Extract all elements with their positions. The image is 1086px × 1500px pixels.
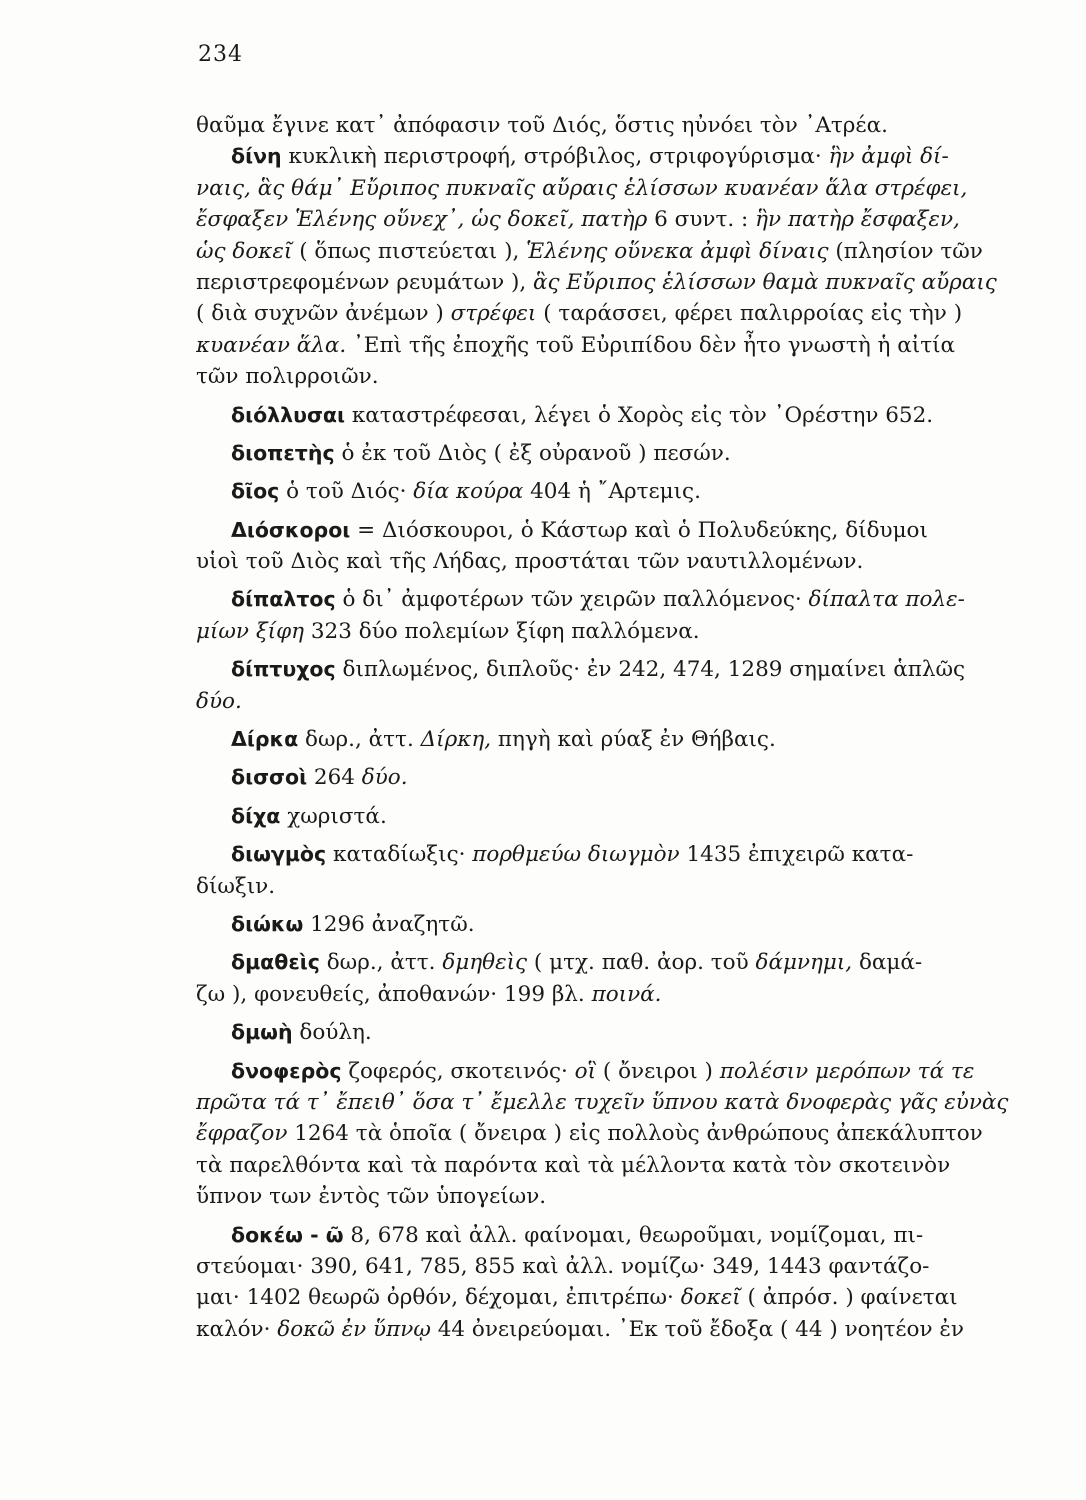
quotation: ναις, ἃς θάμ᾽ Εὔριπος πυκναῖς αὔραις ἑλίσσων κυανέαν ἅλα στρέφει,	[196, 175, 968, 201]
text-line	[196, 1314, 1018, 1345]
text-segment: ὕπνον των ἐντὸς τῶν ὑπογείων.	[196, 1184, 547, 1210]
text-line	[196, 1251, 1018, 1282]
text-segment: 323 δύο πολεμίων ξίφη παλλόμενα.	[304, 618, 700, 644]
quotation: δία κούρα	[413, 479, 524, 505]
text-segment: τῶν πολιρροιῶν.	[196, 364, 379, 390]
text-line	[196, 1056, 1018, 1087]
quotation: ἃς Εὔριπος ἑλίσσων θαμὰ πυκναῖς αὔραις	[533, 269, 997, 295]
text-segment: δωρ., ἀττ.	[319, 950, 443, 976]
text-segment: ὁ δι᾽ ἀμφοτέρων τῶν χειρῶν παλλόμενος·	[335, 587, 809, 613]
text-line	[196, 801, 1018, 832]
text-line	[196, 267, 1018, 298]
headword: διωγμὸς	[231, 842, 327, 867]
text-line	[196, 979, 1018, 1010]
text-segment: στεύομαι· 390, 641, 785, 855 καὶ ἀλλ. νομίζω· 349, 1443 φαντάζο-	[196, 1253, 930, 1279]
text-segment: ὁ ἐκ τοῦ Διὸς ( ἐξ οὐρανοῦ ) πεσών.	[334, 440, 731, 466]
quotation: δίπαλτα πολε-	[808, 587, 965, 613]
quotation: κυανέαν ἅλα.	[196, 332, 347, 358]
text-segment: 1435 ἐπιχειρῶ κατα-	[679, 842, 914, 868]
quotation: δάμνημι,	[755, 950, 853, 976]
dictionary-text	[196, 110, 1018, 1345]
text-line	[196, 438, 1018, 469]
text-line	[196, 947, 1018, 978]
text-line	[196, 173, 1018, 204]
quotation: Δίρκη,	[420, 727, 492, 753]
quotation: οἳ	[574, 1058, 597, 1084]
headword: δίνη	[231, 144, 282, 169]
text-segment: 44 ὀνειρεύομαι. ᾽Εκ τοῦ ἔδοξα ( 44 ) νοητέον ἐν	[430, 1316, 964, 1342]
text-segment: ὁ τοῦ Διός·	[279, 479, 414, 505]
text-segment: ( διὰ συχνῶν ἀνέμων )	[196, 301, 451, 327]
quotation: ἔφραζον	[196, 1121, 288, 1147]
text-line	[196, 1087, 1018, 1118]
headword: δμωὴ	[231, 1020, 293, 1045]
headword: δίπτυχος	[231, 657, 336, 682]
text-segment: (πλησίον τῶν	[828, 238, 983, 264]
text-segment: 6 συντ. :	[647, 207, 756, 233]
text-line	[196, 724, 1018, 755]
quotation: δοκεῖ	[680, 1285, 741, 1311]
text-segment: διπλωμένος, διπλοῦς· ἐν 242, 474, 1289 σημαίνει ἁπλῶς	[335, 657, 966, 683]
quotation: δύο.	[196, 688, 242, 714]
text-line	[196, 400, 1018, 431]
quotation: δμηθεὶς	[442, 950, 528, 976]
text-line	[196, 616, 1018, 647]
quotation: δοκῶ ἐν ὕπνῳ	[277, 1316, 431, 1342]
text-segment: δίωξιν.	[196, 873, 276, 899]
text-line	[196, 546, 1018, 577]
text-segment: καλόν·	[196, 1316, 278, 1342]
headword: δῖος	[231, 479, 280, 504]
text-line	[196, 1220, 1018, 1251]
text-segment: ( μτχ. παθ. ἀορ. τοῦ	[527, 950, 756, 976]
headword: διώκω	[231, 911, 304, 936]
quotation: ὡς δοκεῖ	[196, 238, 293, 264]
quotation: Ἑλένης οὕνεκα ἀμφὶ δίναις	[526, 238, 829, 264]
text-segment: ( ταράσσει, φέρει παλιρροίας εἰς τὴν )	[536, 301, 963, 327]
text-segment: ( ὅπως πιστεύεται ),	[292, 238, 527, 264]
text-line	[196, 204, 1018, 235]
text-line	[196, 141, 1018, 172]
text-segment: ζοφερός, σκοτεινός·	[341, 1058, 575, 1084]
text-segment: 1296 ἀναζητῶ.	[303, 911, 475, 937]
quotation: δύο.	[361, 765, 408, 791]
quotation: ποινά.	[591, 981, 662, 1007]
quotation: ἔσφαξεν Ἑλένης οὕνεχ᾽, ὡς δοκεῖ, πατὴρ	[196, 207, 648, 233]
quotation: πορθμεύω διωγμὸν	[472, 842, 680, 868]
text-segment: ( ὄνειροι )	[596, 1058, 720, 1084]
text-segment: 404 ἡ ῎Αρτεμις.	[523, 479, 701, 505]
text-segment: ( ἀπρόσ. ) φαίνεται	[740, 1285, 958, 1311]
headword: Δίρκα	[231, 727, 299, 752]
text-line	[196, 515, 1018, 546]
text-segment: = Διόσκουροι, ὁ Κάστωρ καὶ ὁ Πολυδεύκης, δίδυμοι	[350, 517, 928, 543]
text-line	[196, 762, 1018, 793]
text-line	[196, 1181, 1018, 1212]
text-line	[196, 298, 1018, 329]
quotation: πολέσιν μερόπων τά τε	[719, 1058, 975, 1084]
text-line	[196, 1118, 1018, 1149]
text-segment: κυκλικὴ περιστροφή, στρόβιλος, στριφογύρισμα·	[281, 144, 829, 170]
text-segment: 8, 678 καὶ ἀλλ. φαίνομαι, θεωροῦμαι, νομίζομαι, πι-	[343, 1222, 924, 1248]
text-line	[196, 476, 1018, 507]
text-line	[196, 236, 1018, 267]
headword: δίχα	[231, 803, 281, 828]
text-segment: χωριστά.	[280, 803, 387, 829]
text-segment: πηγὴ καὶ ρύαξ ἐν Θήβαις.	[491, 727, 776, 753]
text-line	[196, 584, 1018, 615]
text-line	[196, 110, 1018, 141]
text-segment: καταστρέφεσαι, λέγει ὁ Χορὸς εἰς τὸν ᾽Ορέστην 652.	[344, 402, 934, 428]
text-segment: περιστρεφομένων ρευμάτων ),	[196, 269, 534, 295]
text-segment: υἱοὶ τοῦ Διὸς καὶ τῆς Λήδας, προστάται τῶν ναυτιλλομένων.	[196, 549, 864, 575]
headword: δίπαλτος	[231, 587, 336, 612]
quotation: ἣν πατὴρ ἔσφαξεν,	[755, 207, 960, 233]
page-number: 234	[198, 42, 243, 67]
text-segment: δούλη.	[292, 1020, 372, 1046]
headword: Διόσκοροι	[231, 517, 351, 542]
text-segment: 1264 τὰ ὁποῖα ( ὄνειρα ) εἰς πολλοὺς ἀνθρώπους ἀπεκάλυπτον	[287, 1121, 983, 1147]
text-line	[196, 1282, 1018, 1313]
headword: δοκέω - ῶ	[231, 1222, 344, 1247]
text-line	[196, 361, 1018, 392]
headword: διοπετὴς	[231, 440, 335, 465]
text-segment: ζω ), φονευθείς, ἀποθανών· 199 βλ.	[196, 981, 592, 1007]
text-segment: μαι· 1402 θεωρῶ ὀρθόν, δέχομαι, ἐπιτρέπω·	[196, 1285, 681, 1311]
headword: δισσοὶ	[231, 765, 308, 790]
text-line	[196, 909, 1018, 940]
text-line	[196, 330, 1018, 361]
text-segment: καταδίωξις·	[326, 842, 473, 868]
text-segment: τὰ παρελθόντα καὶ τὰ παρόντα καὶ τὰ μέλλοντα κατὰ τὸν σκοτεινὸν	[196, 1152, 951, 1178]
headword: διόλλυσαι	[231, 402, 345, 427]
text-line	[196, 654, 1018, 685]
quotation: μίων ξίφη	[196, 618, 305, 644]
text-segment: δωρ., ἀττ.	[298, 727, 421, 753]
text-segment: θαῦμα ἔγινε κατ᾽ ἀπόφασιν τοῦ Διός, ὅστις ηὐνόει τὸν ᾽Ατρέα.	[196, 113, 888, 138]
quotation: πρῶτα τά τ᾽ ἔπειθ᾽ ὅσα τ᾽ ἔμελλε τυχεῖν ὕπνου κατὰ δνοφερὰς γᾶς εὐνὰς	[196, 1089, 1009, 1115]
headword: δνοφερὸς	[231, 1058, 342, 1083]
text-line	[196, 1017, 1018, 1048]
text-line	[196, 871, 1018, 902]
quotation: ἣν ἀμφὶ δί-	[828, 144, 949, 170]
text-line	[196, 839, 1018, 870]
text-segment: 264	[307, 765, 362, 791]
quotation: στρέφει	[450, 301, 537, 327]
text-line	[196, 1150, 1018, 1181]
text-segment: ᾽Επὶ τῆς ἐποχῆς τοῦ Εὐριπίδου δὲν ἦτο γνωστὴ ἡ αἰτία	[346, 332, 956, 358]
headword: δμαθεὶς	[231, 950, 320, 975]
text-line	[196, 686, 1018, 717]
text-segment: δαμά-	[852, 950, 923, 976]
